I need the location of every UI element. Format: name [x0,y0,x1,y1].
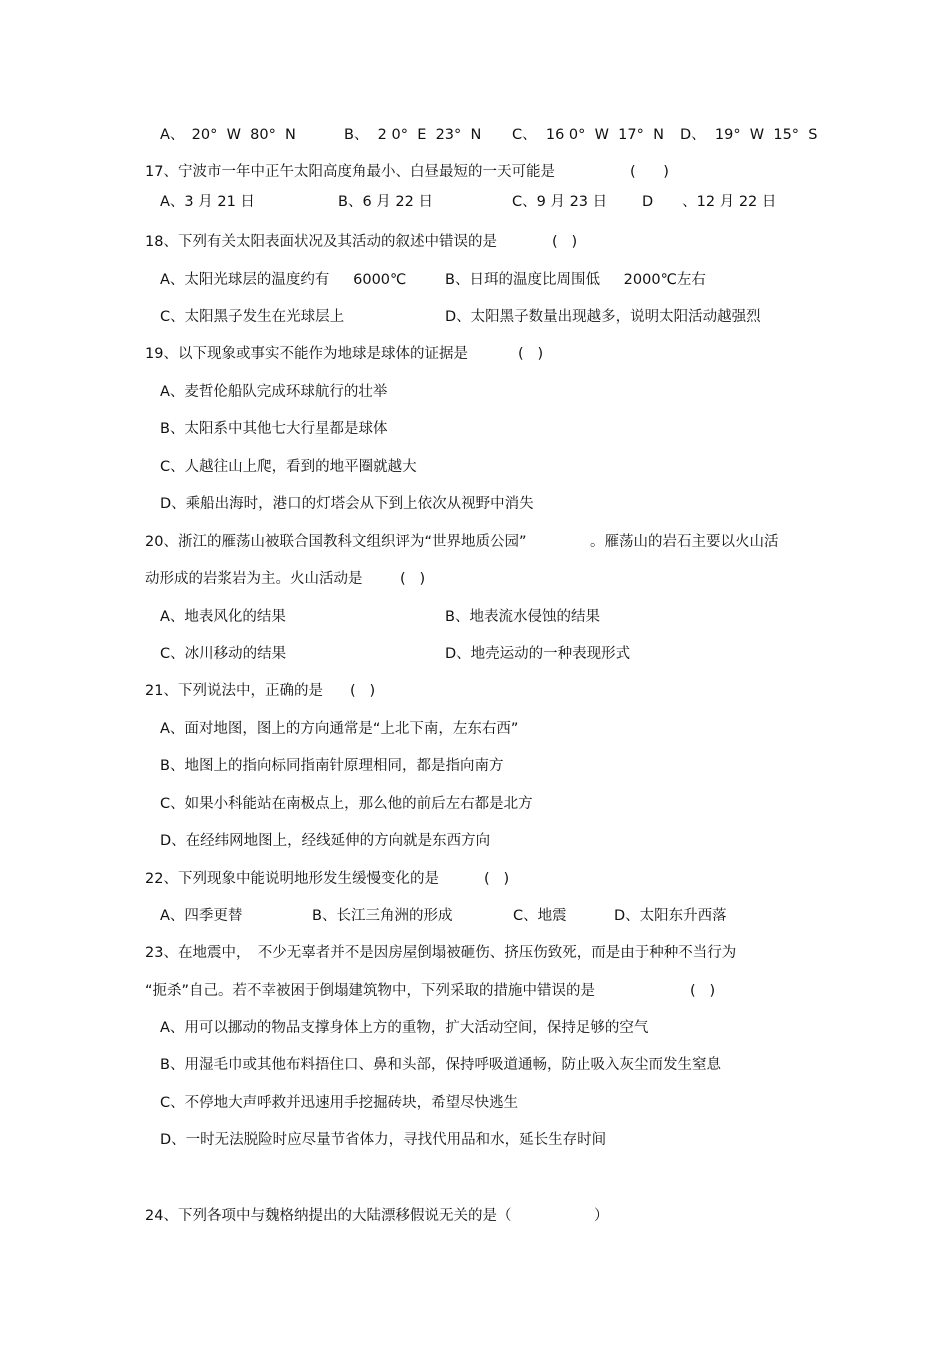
q21-option-d: D、在经纬网地图上，经线延伸的方向就是东西方向 [160,833,491,849]
q23-option-c: C、不停地大声呼救并迅速用手挖掘砖块，希望尽快逃生 [160,1095,519,1111]
q18-option-c: C、太阳黑子发生在光球层上 [160,309,345,325]
q22-answer-blank: ( ) [484,871,510,887]
q23-option-b: B、用湿毛巾或其他布料捂住口、鼻和头部，保持呼吸道通畅，防止吸入灰尘而发生窒息 [160,1057,721,1073]
q17-answer-blank: ( ) [630,164,669,180]
q17-option-a: A、3 月 21 日 [160,194,255,210]
q21-option-a: A、面对地图，图上的方向通常是“上北下南，左东右西” [160,721,519,737]
q21-option-c: C、如果小科能站在南极点上，那么他的前后左右都是北方 [160,796,533,812]
q17-option-b: B、6 月 22 日 [338,194,433,210]
q18-option-d: D、太阳黑子数量出现越多，说明太阳活动越强烈 [445,309,761,325]
q24-stem: 24、下列各项中与魏格纳提出的大陆漂移假说无关的是（ [145,1208,512,1224]
q19-stem: 19、以下现象或事实不能作为地球是球体的证据是 [145,346,468,362]
q16-option-b: B、 2 0° E 23° N [344,127,482,143]
q20-stem-line1: 20、浙江的雁荡山被联合国教科文组织评为“世界地质公园” [145,534,527,550]
q17-option-c: C、9 月 23 日 [512,194,608,210]
q16-option-a: A、 20° W 80° N [160,127,296,143]
q19-option-a: A、麦哲伦船队完成环球航行的壮举 [160,384,388,400]
q21-option-b: B、地图上的指向标同指南针原理相同，都是指向南方 [160,758,504,774]
q23-stem-line2: “扼杀”自己。若不幸被困于倒塌建筑物中，下列采取的措施中错误的是 [145,983,596,999]
q20-option-a: A、地表风化的结果 [160,609,286,625]
q16-option-c: C、 16 0° W 17° N [512,127,664,143]
q22-stem: 22、下列现象中能说明地形发生缓慢变化的是 [145,871,439,887]
q20-stem-line1-continued: 。雁荡山的岩石主要以火山活 [590,534,779,550]
q19-option-d: D、乘船出海时，港口的灯塔会从下到上依次从视野中消失 [160,496,534,512]
q19-answer-blank: ( ) [518,346,544,362]
q23-answer-blank: ( ) [690,983,716,999]
q20-answer-blank: ( ) [400,571,426,587]
q22-option-b: B、长江三角洲的形成 [312,908,453,924]
q18-option-b: B、日珥的温度比周围低 2000℃左右 [445,272,706,288]
q18-option-a: A、太阳光球层的温度约有 6000℃ [160,272,407,288]
q21-stem: 21、下列说法中，正确的是 [145,683,323,699]
q20-option-c: C、冰川移动的结果 [160,646,287,662]
q22-option-d: D、太阳东升西落 [614,908,727,924]
q16-option-d: D、 19° W 15° S [680,127,818,143]
q21-answer-blank: ( ) [350,683,376,699]
q19-option-b: B、太阳系中其他七大行星都是球体 [160,421,388,437]
q18-answer-blank: ( ) [552,234,578,250]
q20-option-b: B、地表流水侵蚀的结果 [445,609,600,625]
q23-option-d: D、一时无法脱险时应尽量节省体力，寻找代用品和水，延长生存时间 [160,1132,607,1148]
q20-stem-line2: 动形成的岩浆岩为主。火山活动是 [145,571,363,587]
q23-stem-line1: 23、在地震中， 不少无辜者并不是因房屋倒塌被砸伤、挤压伤致死，而是由于种种不当行为 [145,945,737,961]
q19-option-c: C、人越往山上爬，看到的地平圈就越大 [160,459,417,475]
q24-answer-blank-close: ） [594,1208,609,1224]
q17-option-d: D 、12 月 22 日 [642,194,777,210]
q22-option-c: C、地震 [513,908,567,924]
q20-option-d: D、地壳运动的一种表现形式 [445,646,631,662]
q23-option-a: A、用可以挪动的物品支撑身体上方的重物，扩大活动空间，保持足够的空气 [160,1020,649,1036]
q17-stem: 17、宁波市一年中正午太阳高度角最小、白昼最短的一天可能是 [145,164,555,180]
q18-stem: 18、下列有关太阳表面状况及其活动的叙述中错误的是 [145,234,497,250]
q22-option-a: A、四季更替 [160,908,243,924]
